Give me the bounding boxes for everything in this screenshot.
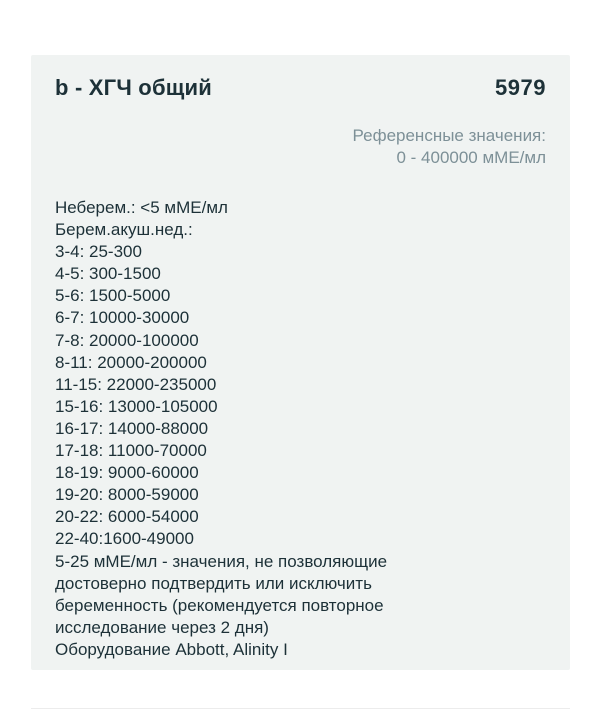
note-line: 8-11: 20000-200000 xyxy=(55,352,207,372)
bottom-divider xyxy=(31,708,570,709)
result-header xyxy=(55,73,546,103)
note-line: 7-8: 20000-100000 xyxy=(55,330,199,350)
note-line: 16-17: 14000-88000 xyxy=(55,418,209,438)
note-line: Оборудование Abbott, Alinity I xyxy=(55,639,288,659)
note-line: достоверно подтвердить или исключить xyxy=(55,573,372,593)
note-line: 5-6: 1500-5000 xyxy=(55,286,171,306)
note-line: 19-20: 8000-59000 xyxy=(55,485,199,505)
lab-result-card xyxy=(31,55,570,670)
result-notes xyxy=(55,197,546,661)
note-line: беременность (рекомендуется повторное xyxy=(55,595,384,615)
note-line: 5-25 мМЕ/мл - значения, не позволяющие xyxy=(55,551,388,571)
note-line: 18-19: 9000-60000 xyxy=(55,463,199,483)
note-line: 4-5: 300-1500 xyxy=(55,264,161,284)
note-line: 11-15: 22000-235000 xyxy=(55,374,217,394)
note-line: 20-22: 6000-54000 xyxy=(55,507,199,527)
reference-range: 0 - 400000 мМЕ/мл xyxy=(396,148,546,167)
note-line: исследование через 2 дня) xyxy=(55,617,269,637)
test-value: 5979 xyxy=(495,75,546,100)
note-line: 17-18: 11000-70000 xyxy=(55,441,207,461)
note-line: 22-40:1600-49000 xyxy=(55,529,194,549)
reference-values xyxy=(55,125,546,169)
note-line: 6-7: 10000-30000 xyxy=(55,308,190,328)
note-line: Берем.акуш.нед.: xyxy=(55,220,193,240)
test-name: b - ХГЧ общий xyxy=(55,75,212,100)
note-line: 15-16: 13000-105000 xyxy=(55,396,218,416)
note-line: Неберем.: <5 мМЕ/мл xyxy=(55,198,228,217)
note-line: 3-4: 25-300 xyxy=(55,242,142,262)
reference-label: Референсные значения: xyxy=(352,126,546,145)
